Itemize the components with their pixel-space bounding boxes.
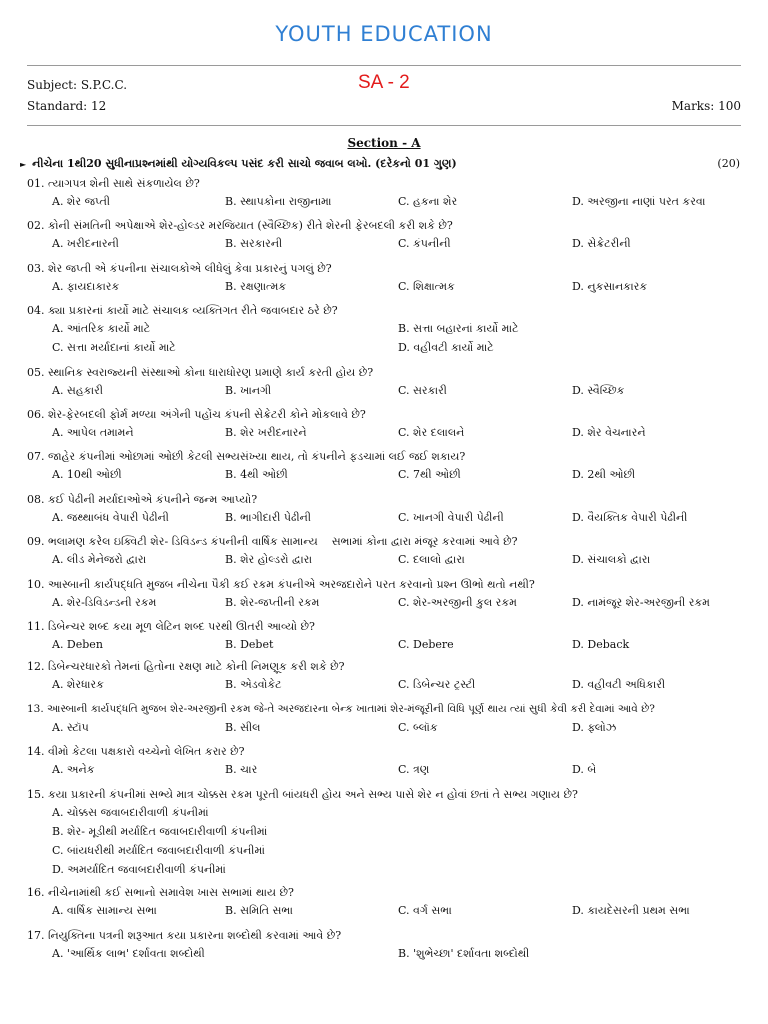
option-b: B. 4થી ઓછી — [225, 468, 288, 481]
option-a: A. શેરધારક — [52, 678, 104, 691]
option-a: A. ફાયદાકારક — [52, 280, 120, 293]
question — [27, 658, 741, 695]
option-d: D. અરજીના નાણાં પરત કરવા — [572, 195, 706, 208]
option-b: B. સરકારની — [225, 237, 283, 250]
exam-label: SA - 2 — [358, 72, 410, 93]
question-text: 01. ત્યાગપત્ર શેની સાથે સંકળાયેલ છે? — [27, 177, 200, 190]
option-b: B. 'શુભેચ્છા' દર્શાવતા શબ્દોથી — [398, 947, 530, 960]
question-text: 17. નિયુક્તિના પત્રની શરૂઆત કયા પ્રકારના શબ્દોથી કરવામાં આવે છે? — [27, 929, 342, 942]
question-text: 16. નીચેનામાંથી કઈ સભાનો સમાવેશ ખાસ સભામાં થાય છે? — [27, 886, 294, 899]
instruction-marks: (20) — [717, 157, 740, 170]
subject-label: Subject: S.P.C.C. — [27, 78, 128, 92]
option-b: B. રક્ષણાત્મક — [225, 280, 287, 293]
question — [27, 175, 741, 212]
question — [27, 260, 741, 297]
question — [27, 364, 741, 401]
option-b: B. સમિતિ સભા — [225, 904, 293, 917]
option-a: A. ચોક્કસ જવાબદારીવાળી કંપનીમાં — [52, 806, 209, 819]
standard-label: Standard: 12 — [27, 99, 107, 113]
option-b: B. એડવોકેટ — [225, 678, 282, 691]
question — [27, 217, 741, 254]
section-title: Section - A — [347, 136, 421, 150]
option-a: A. અનેક — [52, 763, 95, 776]
divider — [27, 65, 741, 66]
option-b: B. ચાર — [225, 763, 258, 776]
option-b: B. ભાગીદારી પેઢીની — [225, 511, 312, 524]
option-c: C. સરકારી — [398, 384, 447, 397]
option-a: A. શેર-ડિવિડન્ડની રકમ — [52, 596, 157, 609]
question-text: 14. વીમો કેટલા પક્ષકારો વચ્ચેનો લેખિત કરાર છે? — [27, 745, 245, 758]
option-b: B. શેર ખરીદનારને — [225, 426, 307, 439]
question-text: 08. કઈ પેઢીની મર્યાદાઓએ કંપનીને જન્મ આપ્યો? — [27, 493, 258, 506]
option-c: C. બાંયધરીથી મર્યાદિત જવાબદારીવાળી કંપનીમાં — [52, 844, 265, 857]
divider — [27, 125, 741, 126]
question — [27, 884, 741, 921]
option-d: D. કાયદેસરની પ્રથમ સભા — [572, 904, 690, 917]
question — [27, 491, 741, 528]
option-d: D. 2થી ઓછી — [572, 468, 636, 481]
option-a: A. ખરીદનારની — [52, 237, 119, 250]
option-d: D. સેક્રેટરીની — [572, 237, 631, 250]
option-c: C. ત્રણ — [398, 763, 430, 776]
option-c: C. હકના શેર — [398, 195, 458, 208]
option-b: B. Debet — [225, 638, 274, 651]
option-a: A. 'આર્થિક લાભ' દર્શાવતા શબ્દોથી — [52, 947, 205, 960]
question — [27, 786, 741, 879]
option-c: C. દલાલો દ્વારા — [398, 553, 465, 566]
question — [27, 743, 741, 780]
option-d: D. Deback — [572, 638, 630, 651]
option-c: C. સત્તા મર્યાદાનાં કાર્યો માટે — [52, 341, 176, 354]
option-d: D. સંચાલકો દ્વારા — [572, 553, 651, 566]
option-d: D. વહીવટી અધિકારી — [572, 678, 666, 691]
option-d: D. નુકસાનકારક — [572, 280, 648, 293]
question — [27, 927, 741, 964]
option-c: C. ખાનગી વેપારી પેઢીની — [398, 511, 504, 524]
option-c: C. વર્ગ સભા — [398, 904, 452, 917]
option-b: B. ખાનગી — [225, 384, 272, 397]
question-text: 04. ક્યા પ્રકારનાં કાર્યો માટે સંચાલક વ્યક્તિગત રીતે જવાબદાર ઠરે છે? — [27, 304, 338, 317]
question-text: 02. કોની સંમતિની અપેક્ષાએ શેર-હોલ્ડર મરજિયાત (સ્વૈચ્છિક) રીતે શેરની ફેરબદલી કરી શકે છે? — [27, 219, 453, 232]
question-text: 05. સ્થાનિક સ્વરાજ્યની સંસ્થાઓ કોના ધારાધોરણ પ્રમાણે કાર્ય કરતી હોય છે? — [27, 366, 374, 379]
question — [27, 533, 741, 570]
option-c: C. ડિબેન્ચર ટ્રસ્ટી — [398, 678, 476, 691]
question — [27, 618, 741, 655]
marks-label: Marks: 100 — [671, 99, 741, 113]
option-d: D. સ્વૈચ્છિક — [572, 384, 625, 397]
option-a: A. આપેલ તમામને — [52, 426, 134, 439]
question — [27, 406, 741, 443]
question-text: 09. ભલામણ કરેલ ઇક્વિટી શેર- ડિવિડન્ડ કંપનીની વાર્ષિક સામાન્ય સભામાં કોના દ્વારા મંજૂર કરવામાં આવે છે? — [27, 535, 518, 548]
question — [27, 701, 741, 738]
option-a: A. શેર જપ્તી — [52, 195, 111, 208]
option-d: D. બે — [572, 763, 597, 776]
option-a: A. Deben — [52, 638, 103, 651]
option-a: A. લીડ મેનેજરો દ્વારા — [52, 553, 147, 566]
option-b: B. શેર-જપ્તીની રકમ — [225, 596, 320, 609]
option-b: B. શેર- મૂડીથી મર્યાદિત જવાબદારીવાળી કંપનીમાં — [52, 825, 268, 838]
option-b: B. શેર હોલ્ડરો દ્વારા — [225, 553, 313, 566]
option-c: C. 7થી ઓછી — [398, 468, 461, 481]
question — [27, 302, 741, 357]
option-c: C. શિક્ષાત્મક — [398, 280, 455, 293]
option-b: B. સીલ — [225, 721, 261, 734]
option-d: D. નામંજૂર શેર-અરજીની રકમ — [572, 596, 710, 609]
option-c: C. બ્લૉક — [398, 721, 438, 734]
question-text: 12. ડિબેન્ચરધારકો તેમનાં હિતોના રક્ષણ માટે કોની નિમણૂક કરી શકે છે? — [27, 660, 345, 673]
question-text: 13. આસ્બાની કાર્યપદ્ધતિ મુજબ શેર-અરજીની રકમ જે-તે અરજદારના બેન્ક ખાતામાં શેર-મંજૂરીની વિધિ પૂર્ણ થાય ત્યાં સુધી કેવી કરી દેવામાં આવે છે? — [27, 703, 655, 715]
bullet-icon: ► — [20, 159, 27, 169]
option-d: D. વૈયક્તિક વેપારી પેઢીની — [572, 511, 688, 524]
option-a: A. સ્ટૉપ — [52, 721, 89, 734]
option-d: D. વહીવટી કાર્યો માટે — [398, 341, 494, 354]
option-d: D. શેર વેચનારને — [572, 426, 646, 439]
option-c: C. Debere — [398, 638, 454, 651]
option-a: A. 10થી ઓછી — [52, 468, 122, 481]
page-title: YOUTH EDUCATION — [275, 22, 493, 46]
question-text: 15. કયા પ્રકારની કંપનીમાં સભ્યે માત્ર ચોક્કસ રકમ પૂરતી બાંયધરી હોય અને સભ્ય પાસે શેર ન હોવાં છતાં તે સભ્ય ગણાય છે? — [27, 788, 578, 801]
question — [27, 576, 741, 613]
question-text: 07. જાહેર કંપનીમાં ઓછામાં ઓછી કેટલી સભ્યસંખ્યા થાય, તો કંપનીને ફડચામાં લઈ જઈ શકાય? — [27, 450, 466, 463]
option-b: B. સ્થાપકોના રાજીનામા — [225, 195, 332, 208]
question-text: 11. ડિબેન્ચર શબ્દ કયા મૂળ લેટિન શબ્દ પરથી ઊતરી આવ્યો છે? — [27, 620, 315, 633]
instruction-text: નીચેના 1થી20 સુધીનાપ્રશ્નમાંથી યોગ્યવિકલ્પ પસંદ કરી સાચો જવાબ લખો. (દરેકનો 01 ગુણ) — [32, 157, 457, 170]
question-text: 06. શેર-ફેરબદલી ફોર્મ મળ્યા અંગેની પહોંચ કંપની સેક્રેટરી કોને મોકલાવે છે? — [27, 408, 366, 421]
option-a: A. જથ્થાબંધ વેપારી પેઢીની — [52, 511, 169, 524]
option-d: D. ફ્લોઝ — [572, 721, 617, 734]
option-a: A. સહકારી — [52, 384, 103, 397]
option-c: C. શેર દલાલને — [398, 426, 465, 439]
question-text: 03. શેર જપ્તી એ કંપનીના સંચાલકોએ લીધેલું કેવા પ્રકારનું પગલું છે? — [27, 262, 332, 275]
option-b: B. સત્તા બહારનાં કાર્યો માટે — [398, 322, 519, 335]
option-a: A. વાર્ષિક સામાન્ય સભા — [52, 904, 157, 917]
section-instruction — [20, 157, 740, 171]
option-d: D. અમર્યાદિત જવાબદારીવાળી કંપનીમાં — [52, 863, 226, 876]
question-text: 10. આસ્બાની કાર્યપદ્ધતિ મુજબ નીચેના પૈકી કઈ રકમ કંપનીએ અરજદારોને પરત કરવાનો પ્રશ્ન ઊભો થતો નથી? — [27, 578, 535, 591]
option-c: C. શેર-અરજીની કુલ રકમ — [398, 596, 517, 609]
question — [27, 448, 741, 485]
option-a: A. આંતરિક કાર્યો માટે — [52, 322, 151, 335]
option-c: C. કંપનીની — [398, 237, 451, 250]
